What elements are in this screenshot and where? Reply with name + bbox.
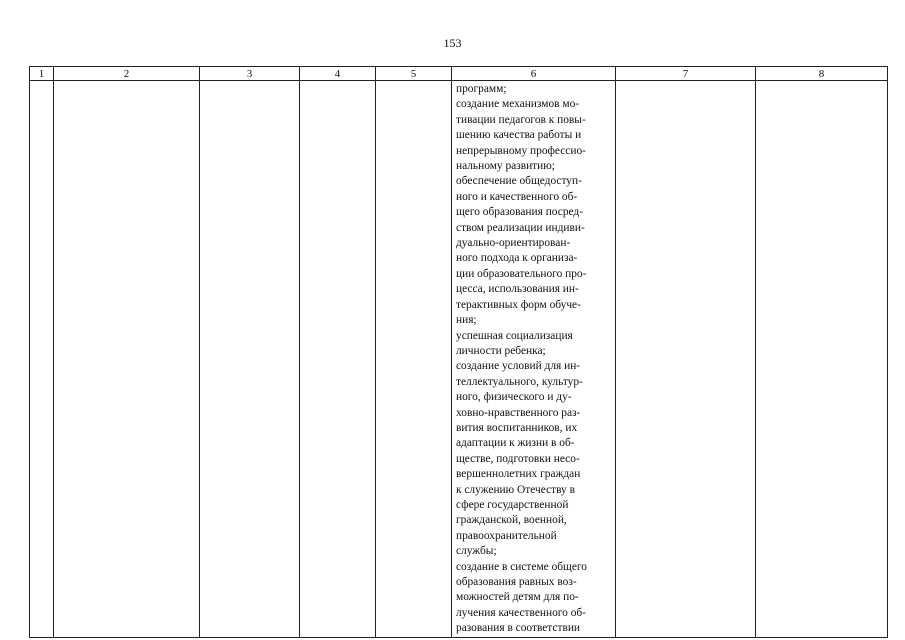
column-header-4: 4 [300,67,376,81]
text-line: адаптации к жизни в об- [456,437,575,450]
text-line: теллектуального, культур- [456,375,583,388]
text-line: образования равных воз- [456,576,577,588]
column6-text [452,81,615,637]
text-line: правоохранительной [456,529,557,542]
text-line: гражданской, военной, [456,514,567,527]
text-line: к служению Отечеству в [456,483,575,496]
table-cell-col5 [376,81,452,638]
table-cell-col3 [200,81,300,638]
text-line: создание в системе общего [456,560,587,573]
text-line: создание условий для ин- [456,360,581,373]
text-line: службы; [456,545,497,558]
text-line: нальному развитию; [456,160,555,173]
text-line: тивации педагогов к повы- [456,113,586,126]
table-row [30,81,888,638]
text-line: можностей детям для по- [456,591,579,604]
column-header-2: 2 [54,67,200,81]
table-cell-col8 [756,81,888,638]
column-header-1: 1 [30,67,54,81]
text-line: ного, физического и ду- [456,391,572,404]
text-line: щего образования посред- [456,206,584,219]
text-line: вершеннолетних граждан [456,468,581,481]
page-number: 153 [443,36,462,50]
table-cell-col6 [452,81,616,638]
text-line: ния; [456,314,477,327]
text-line: личности ребенка; [456,344,546,357]
text-line: ществе, подготовки несо- [456,452,580,465]
text-line: сфере государственной [456,498,569,511]
text-line: лучения качественного об- [456,606,586,619]
column-header-7: 7 [616,67,756,81]
column-header-8: 8 [756,67,888,81]
text-line: терактивных форм обуче- [456,298,581,311]
table-cell-col7 [616,81,756,638]
text-line: ного подхода к организа- [456,252,578,265]
text-line: ного и качественного об- [456,190,578,203]
table-header-row [30,67,888,81]
table-cell-col1 [30,81,54,638]
text-line: успешная социализация [456,329,573,342]
table-cell-col2 [54,81,200,638]
text-line: непрерывному профессио- [456,144,586,157]
text-line: ством реализации индиви- [456,221,585,234]
text-line: программ; [456,83,507,95]
text-line: дуально-ориентирован- [456,237,571,250]
column-header-3: 3 [200,67,300,81]
table-cell-col4 [300,81,376,638]
text-line: разования в соответствии [456,622,581,635]
document-table [29,66,888,638]
text-line: цесса, использования ин- [456,283,579,296]
column-header-5: 5 [376,67,452,81]
text-line: шению качества работы и [456,129,582,142]
text-line: ции образовательного про- [456,267,587,280]
text-line: вития воспитанников, их [456,421,578,434]
text-line: создание механизмов мо- [456,98,580,111]
text-line: обеспечение общедоступ- [456,175,582,188]
column-header-6: 6 [452,67,616,81]
text-line: ховно-нравственного раз- [456,406,581,419]
